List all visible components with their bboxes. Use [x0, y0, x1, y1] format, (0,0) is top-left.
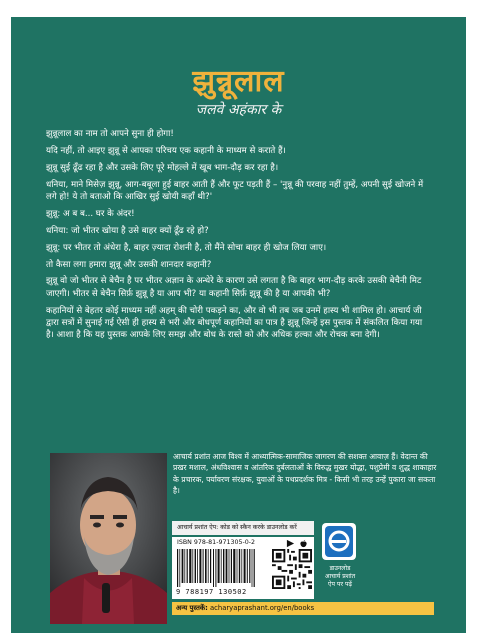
- author-photo: [50, 453, 167, 624]
- author-bio: आचार्य प्रशांत आज विश्व में आध्यात्मिक-सामाजिक जागरण की सशक्त आवाज़ हैं। वेदान्त की प्रखर मशाल, अंधविश्वास व आंतरिक दुर्बलताओं के विरुद्ध मुखर योद्धा, पशुप्रेमी व शुद्ध शाकाहार के प्रचारक, पर्यावरण संरक्षक, युवाओं के पथप्रदर्शक मित्र - किसी भी तरह उन्हें पुकारा जा सकता है।: [173, 452, 437, 495]
- blurb-paragraph: झुन्नू सुई ढूँढ रहा है और उसके लिए पूरे मोहल्ले में खूब भाग-दौड़ कर रहा है।: [46, 162, 279, 173]
- author-portrait: [50, 453, 167, 624]
- blurb-paragraph: यदि नहीं, तो आइए झुन्नू से आपका परिचय एक कहानी के माध्यम से कराते हैं।: [46, 145, 286, 156]
- barcode-icon: [177, 549, 255, 587]
- other-books-label: अन्य पुस्तकें:: [176, 604, 208, 612]
- app-caption: [316, 565, 364, 589]
- blurb-paragraph: धनिया, माने मिसेज़ झुन्नू, आग-बबूला हुई बाहर आती हैं और फूट पड़ती हैं – 'नुन्नू की परवाह नहीं तुम्हें, अपनी सुई खोजने में लगे हो! ये तो बताओ कि आखिर सुई खोयी कहाँ थी?': [46, 179, 424, 202]
- blurb-paragraph: तो कैसा लगा हमारा झुन्नू और उसकी शानदार कहानी?: [46, 259, 212, 270]
- qr-code-icon: [272, 549, 312, 589]
- books-url[interactable]: acharyaprashant.org/en/books: [210, 604, 315, 612]
- play-store-icon: [286, 539, 295, 548]
- blurb-paragraph: झुन्नू वो जो भीतर से बेचैन है पर भीतर अज्ञान के अन्धेरे के कारण उसे लगता है कि बाहर भाग-दौड़ करके उसकी बेचैनी मिट जाएगी। भीतर से बेचैन सिर्फ़ झुन्नू है या आप भी? या कहानी सिर्फ़ झुन्नू की है या आपकी भी?: [46, 276, 422, 299]
- blurb-paragraph: झुन्नूलाल का नाम तो आपने सुना ही होगा!: [46, 129, 174, 139]
- blurb-paragraph: धनिया: जो भीतर खोया है उसे बाहर क्यों ढूँढ रहे हो?: [46, 225, 209, 236]
- blurb-paragraph: कहानियों से बेहतर कोई माध्यम नहीं अहम् की चोरी पकड़ने का, और वो भी तब जब उनमें हास्य भी शामिल हो। आचार्य जी द्वारा सत्रों में सुनाई गई ऐसी ही हास्य से भरी और बोधपूर्ण कहानियों का पात्र है झुन्नू जिन्हें इस पुस्तक में संकलित किया गया है। आशा है कि यह पुस्तक आपके लिए समझ और बोध के रास्ते को और अधिक हल्का और रोचक बना देगी।: [46, 305, 423, 341]
- isbn-block: [172, 537, 314, 599]
- app-download-strip: आचार्य प्रशांत ऐप: कोड को स्कैन करके डाउनलोड करें: [172, 521, 314, 535]
- app-caption-line: डाउनलोड: [329, 565, 351, 572]
- blurb-paragraph: झुन्नू: अ ब ब... घर के अंदर!: [46, 208, 135, 219]
- isbn-label: ISBN 978-81-971305-0-2: [177, 539, 256, 546]
- app-caption-line: ऐप पर पढ़ें: [328, 581, 352, 588]
- app-e-icon: [322, 523, 356, 560]
- book-title: झुन्नूलाल: [192, 64, 285, 99]
- blurb: [46, 128, 432, 346]
- book-subtitle: जलवे अहंकार के: [195, 102, 282, 118]
- apple-icon: [299, 539, 308, 548]
- app-logo: [322, 523, 356, 560]
- app-caption-line: आचार्य प्रशांत: [324, 573, 356, 580]
- other-books-strip: [172, 602, 434, 615]
- blurb-paragraph: झुन्नू: पर भीतर तो अंधेरा है, बाहर ज़्यादा रोशनी है, तो मैंने सोचा बाहर ही खोज लिया जाए।: [46, 242, 327, 253]
- barcode-number: 9 788197 130502: [176, 588, 247, 596]
